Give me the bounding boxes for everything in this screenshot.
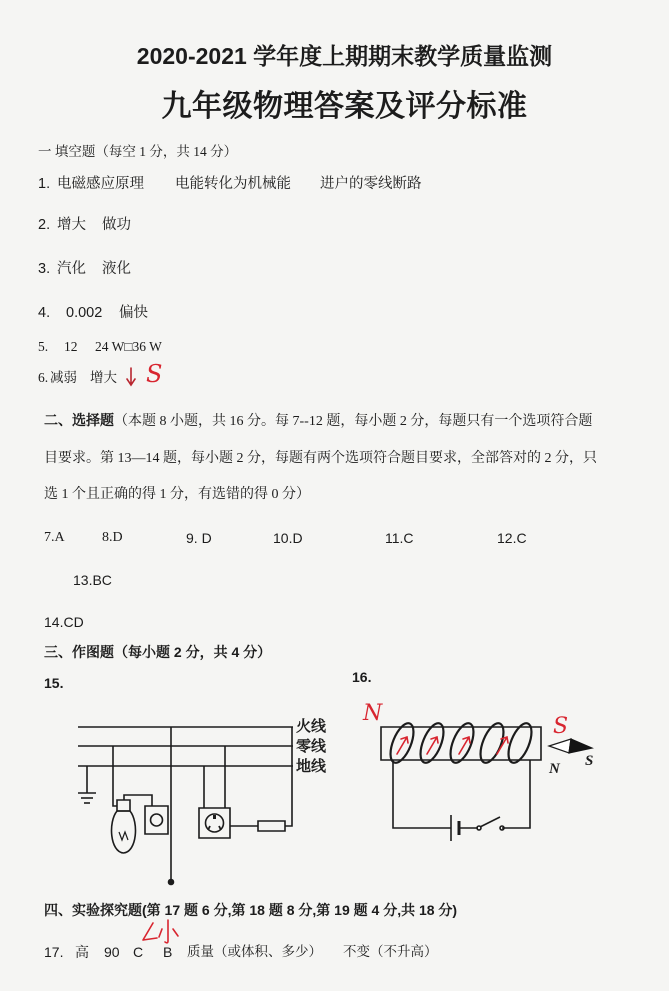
wire-end-dot bbox=[169, 880, 174, 885]
choice-instructions-line: 目要求。第 13—14 题，每小题 2 分，每题有两个选项符合题目要求，全部答对的 2 分，只 bbox=[44, 451, 597, 466]
question-number: 1. bbox=[38, 176, 51, 192]
question-number: 3. bbox=[38, 261, 51, 277]
question-number: 6. bbox=[38, 370, 49, 385]
answer-text: 进户的零线断路 bbox=[320, 176, 422, 192]
choice-answer: 12.C bbox=[497, 530, 527, 546]
question-number: 2. bbox=[38, 217, 51, 233]
page-title: 2020-2021 学年度上期期末教学质量监测 bbox=[136, 43, 553, 69]
needle-s-label: S bbox=[585, 753, 594, 769]
three-pin-socket-icon bbox=[199, 808, 230, 838]
choice-instructions-line: 选 1 个且正确的得 1 分，有选错的得 0 分） bbox=[44, 487, 310, 502]
fill-in-section-heading: 一 填空题（每空 1 分，共 14 分） bbox=[38, 144, 238, 159]
battery-icon bbox=[451, 815, 478, 841]
bulb-wire bbox=[113, 746, 117, 806]
answer-text: 做功 bbox=[102, 217, 131, 233]
answer-text: 电能转化为机械能 bbox=[175, 176, 291, 192]
answer-text: 不变（不升高） bbox=[343, 944, 438, 959]
answer-text: 12 bbox=[64, 339, 78, 354]
wall-switch-icon bbox=[145, 806, 168, 834]
choice-answer: 7.A bbox=[44, 530, 65, 545]
answer-text: 质量（或体积、多少） bbox=[187, 944, 322, 959]
page-subtitle: 九年级物理答案及评分标准 bbox=[161, 90, 528, 123]
choice-answer: 10.D bbox=[273, 530, 303, 546]
answer-text: 增大 bbox=[57, 217, 86, 233]
switch-icon bbox=[477, 817, 504, 830]
drawing-section-heading: 三、作图题（每小题 2 分，共 4 分） bbox=[44, 644, 272, 660]
choice-instructions-text: （本题 8 小题，共 16 分。每 7--12 题，每小题 2 分，每题只有一个选项符合题 bbox=[114, 414, 593, 429]
answer-text: 汽化 bbox=[57, 261, 86, 277]
coil-left-lead bbox=[393, 760, 451, 828]
answer-text: 电磁感应原理 bbox=[57, 176, 144, 192]
handwritten-s-pole: S bbox=[553, 714, 569, 739]
compass-needle-icon bbox=[549, 739, 592, 753]
coil-right-lead bbox=[502, 760, 530, 828]
question-number: 16. bbox=[352, 669, 372, 685]
answer-text: 液化 bbox=[102, 261, 131, 277]
choice-answer: 14.CD bbox=[44, 614, 84, 630]
fuse-icon bbox=[258, 821, 285, 831]
neutral-wire-label: 零线 bbox=[296, 737, 327, 755]
answer-text: 增大 bbox=[90, 370, 117, 385]
question-number: 5. bbox=[38, 339, 49, 354]
electromagnet-diagram bbox=[355, 695, 605, 865]
choice-instructions-line bbox=[44, 415, 592, 429]
handwritten-scribble-icon bbox=[138, 917, 188, 947]
choice-answer: 9. D bbox=[186, 530, 212, 546]
question-number: 15. bbox=[44, 675, 64, 691]
choice-section-heading: 二、选择题 bbox=[44, 414, 114, 429]
choice-answer: 8.D bbox=[102, 530, 123, 545]
answer-text: 24 W□36 W bbox=[95, 339, 162, 354]
handwritten-arrow-icon bbox=[124, 366, 138, 388]
handwritten-annotation: S bbox=[146, 360, 163, 388]
answer-text: C bbox=[133, 944, 144, 960]
live-wire-label: 火线 bbox=[296, 717, 327, 735]
choice-answer: 13.BC bbox=[73, 572, 112, 588]
answer-text: B bbox=[163, 944, 173, 960]
choice-answer: 11.C bbox=[385, 530, 414, 546]
handwritten-n-pole: N bbox=[363, 701, 383, 726]
question-number: 4. bbox=[38, 305, 51, 321]
earth-wire-label: 地线 bbox=[296, 757, 327, 775]
question-number: 17. bbox=[44, 944, 64, 960]
experiment-section-heading: 四、实验探究题(第 17 题 6 分,第 18 题 8 分,第 19 题 4 分,共 18 分) bbox=[44, 902, 458, 918]
ground-symbol-icon bbox=[78, 766, 96, 803]
answer-text: 高 bbox=[75, 944, 89, 960]
light-bulb-icon bbox=[112, 800, 136, 853]
fuse-live-wire bbox=[285, 727, 292, 826]
answer-text: 90 bbox=[104, 944, 120, 960]
household-circuit-diagram bbox=[70, 705, 350, 895]
needle-n-label: N bbox=[549, 761, 560, 777]
answer-text: 0.002 bbox=[66, 305, 103, 321]
answer-text: 偏快 bbox=[119, 305, 148, 321]
answer-text: 减弱 bbox=[50, 370, 77, 385]
